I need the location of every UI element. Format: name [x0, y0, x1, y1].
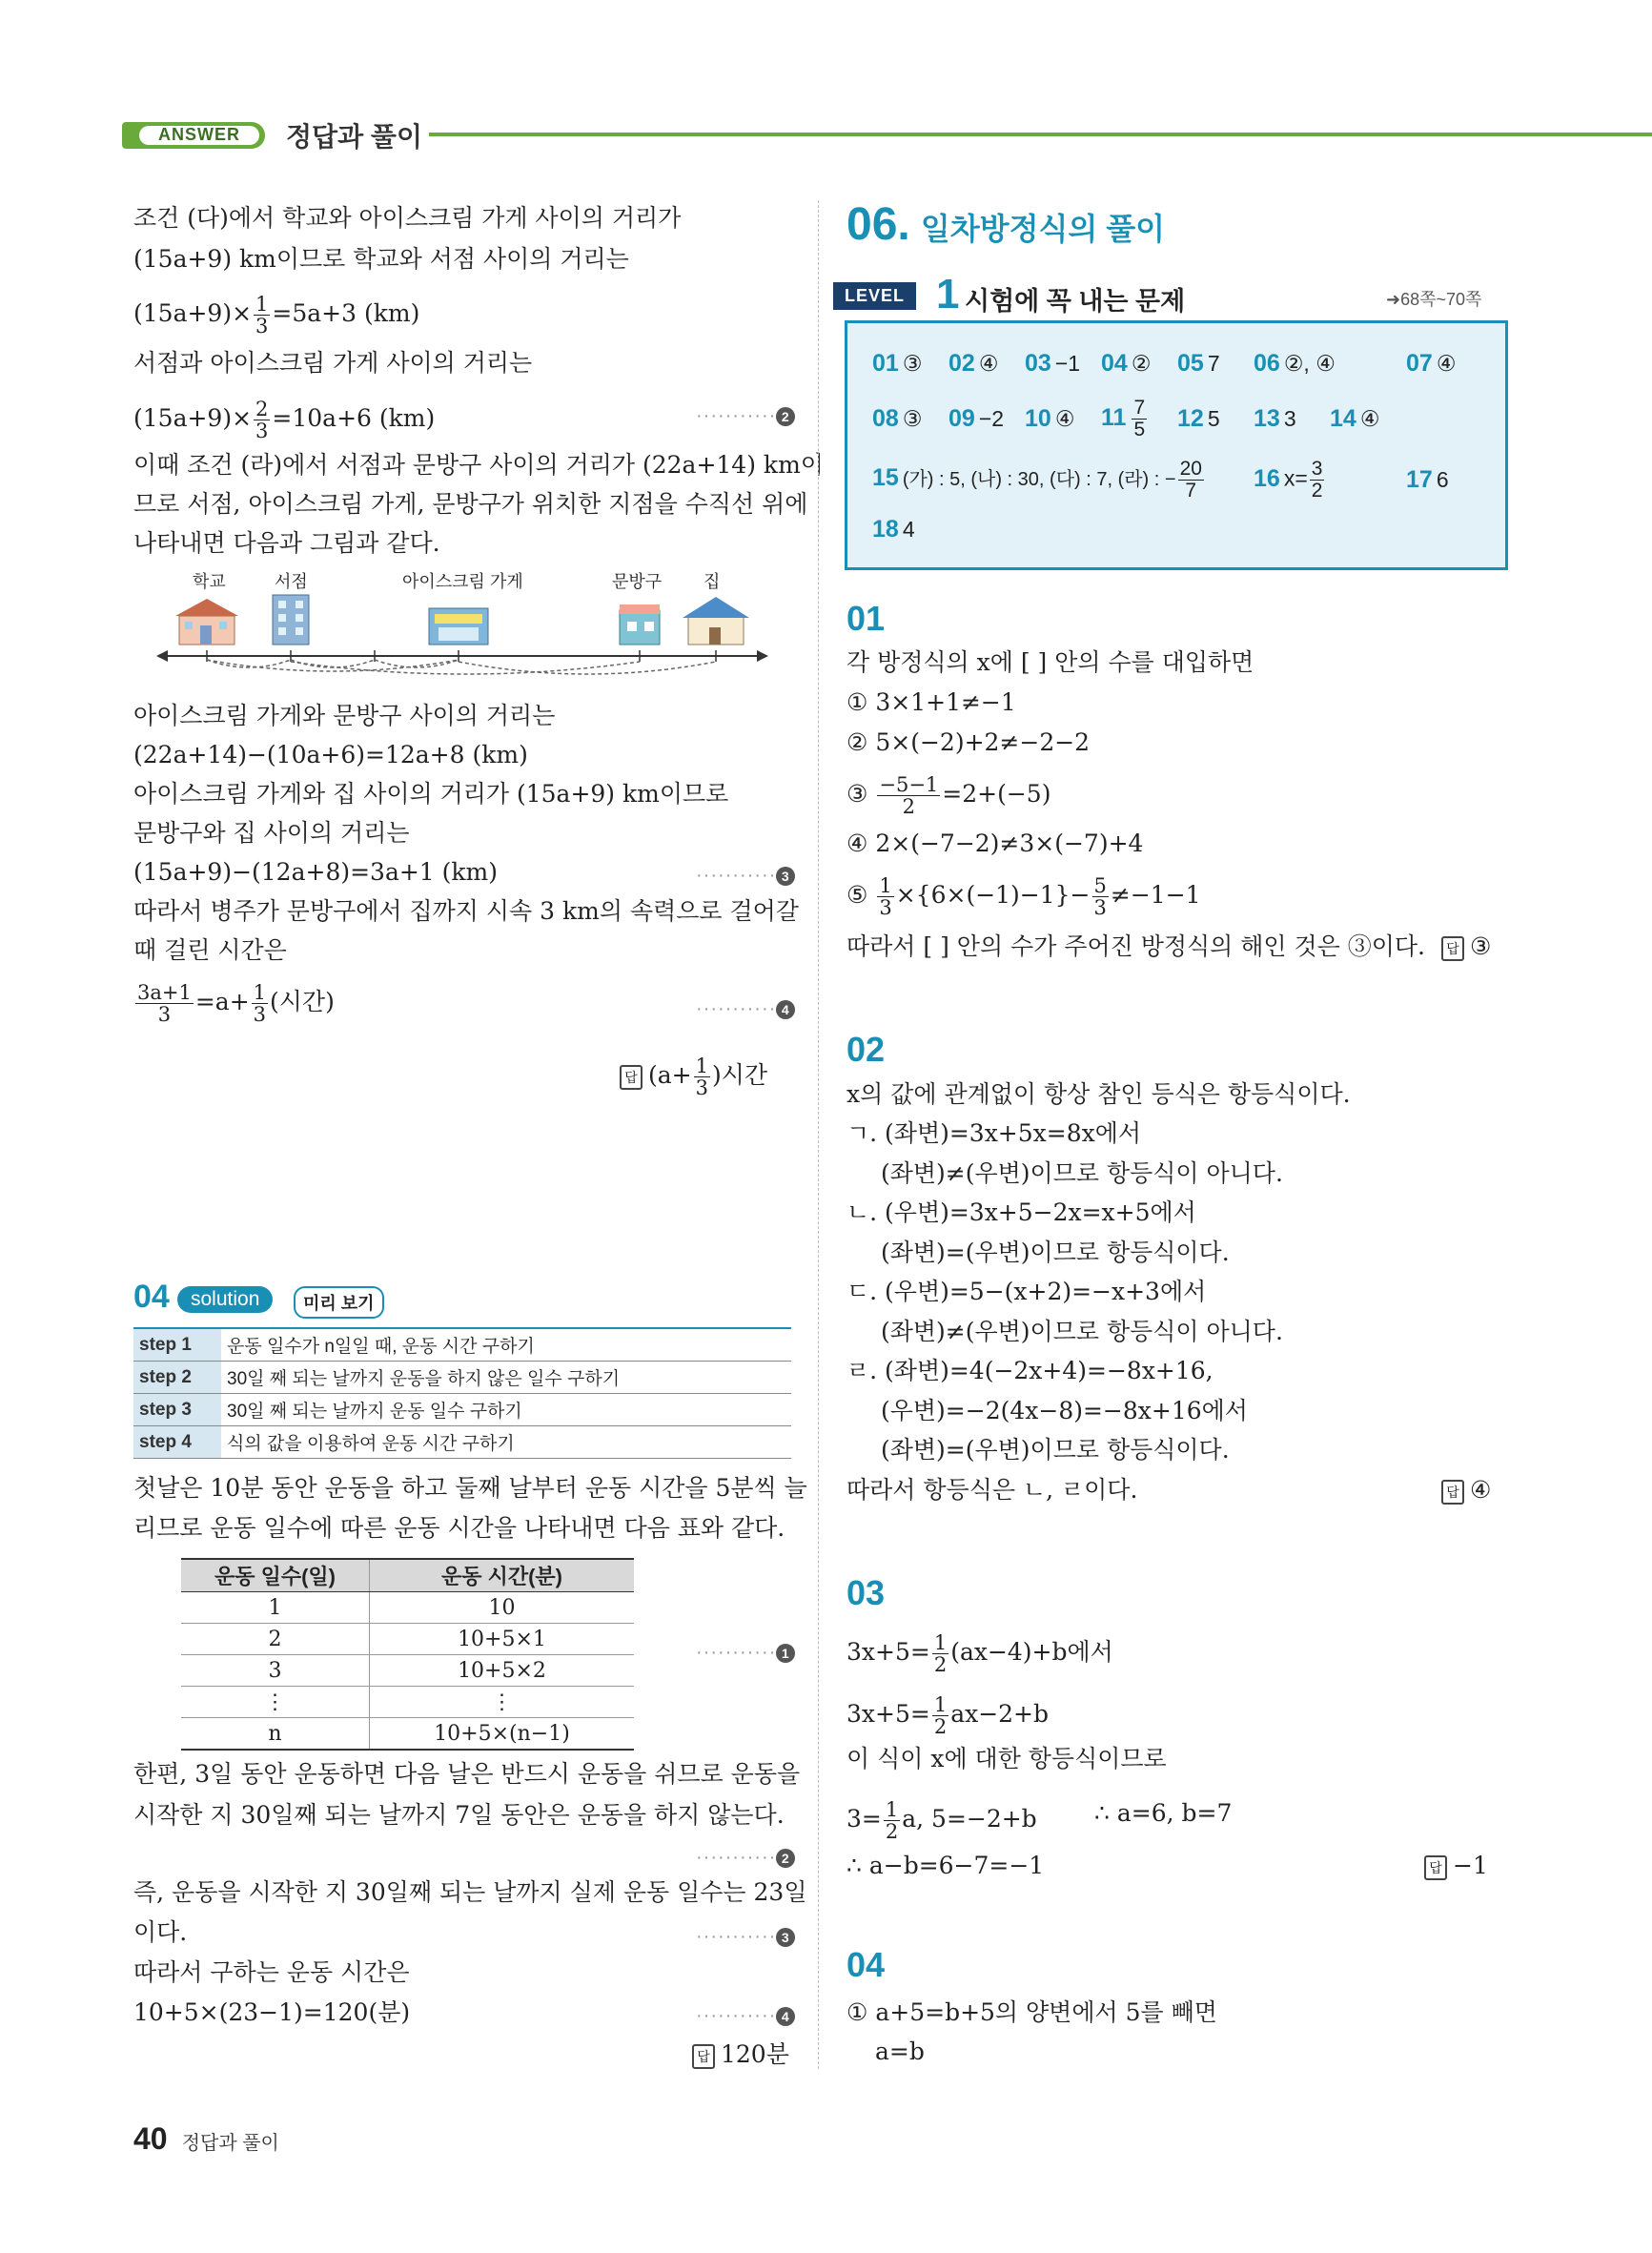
key-06: 06 ②, ④	[1254, 350, 1336, 377]
left-p4-line3: 아이스크림 가게와 집 사이의 거리가 (15a+9) km이므로	[133, 780, 729, 808]
s02-line: ㄱ. (좌변)=3x+5x=8x에서	[846, 1119, 1142, 1147]
key-18: 18 4	[872, 516, 915, 543]
step-mark: 3	[776, 1928, 795, 1947]
left-p2: 서점과 아이스크림 가게 사이의 거리는	[133, 349, 533, 377]
s02-line: (좌변)=(우변)이므로 항등식이다.	[881, 1436, 1230, 1464]
diagram-label-home: 집	[704, 572, 721, 591]
s01-answer: 답 ③	[1441, 932, 1491, 961]
level-number: 1	[936, 271, 960, 317]
s02-line: (좌변)≠(우변)이므로 항등식이 아니다.	[881, 1159, 1283, 1187]
s03-line4-right: ∴ a=6, b=7	[1094, 1799, 1233, 1827]
diagram-label-bookstore: 서점	[275, 572, 308, 591]
header-rule	[429, 133, 1652, 136]
key-07: 07 ④	[1406, 350, 1457, 377]
home-icon	[683, 597, 749, 645]
s02-line: 따라서 항등식은 ㄴ, ㄹ이다.	[846, 1476, 1138, 1504]
steps-table	[133, 1327, 791, 1459]
key-05: 05 7	[1177, 350, 1220, 377]
footer	[133, 2121, 279, 2157]
key-01: 01 ③	[872, 350, 923, 377]
step-text: 식의 값을 이용하여 운동 시간 구하기	[221, 1426, 791, 1459]
step-row	[133, 1394, 791, 1426]
answer-icon: 답	[620, 1065, 642, 1090]
s04-line1: ① a+5=b+5의 양변에서 5를 빼면	[846, 1998, 1217, 2026]
step-label: step 2	[133, 1362, 221, 1394]
table-row: 3 10+5×2	[181, 1655, 634, 1687]
answer-badge: ANSWER	[122, 122, 265, 149]
key-13: 13 3	[1254, 405, 1296, 432]
key-11: 11 $\frac{7}{5}$	[1101, 397, 1146, 440]
left-p7-line2: 이다.	[133, 1918, 188, 1946]
step-label: step 3	[133, 1394, 221, 1426]
left-p4-line2: (22a+14)−(10a+6)=12a+8 (km)	[133, 741, 528, 768]
s01-line7: 따라서 [ ] 안의 수가 주어진 방정식의 해인 것은 ③이다.	[846, 932, 1425, 960]
leader-dots: ··········· 4	[696, 998, 795, 1020]
left-p7-line1: 즉, 운동을 시작한 지 30일째 되는 날까지 실제 운동 일수는 23일	[133, 1878, 807, 1906]
left-p4-line5: (15a+9)−(12a+8)=3a+1 (km)	[133, 858, 499, 886]
level-heading	[833, 271, 1500, 317]
left-p1-line1: 조건 (다)에서 학교와 아이스크림 가게 사이의 거리가	[133, 204, 682, 232]
preview-label: 미리 보기	[294, 1286, 384, 1319]
step-text: 운동 일수가 n일일 때, 운동 시간 구하기	[221, 1329, 791, 1362]
left-eq3: $\frac{3a+1}{3}$ =a+ $\frac{1}{3}$ (시간)	[137, 981, 335, 1026]
number-line-diagram	[153, 568, 772, 688]
column-divider	[818, 200, 819, 2069]
key-09: 09 −2	[948, 405, 1005, 432]
step-label: step 1	[133, 1329, 221, 1362]
step-mark: 1	[776, 1644, 795, 1663]
table-row: ⋮ ⋮	[181, 1687, 634, 1718]
s03-answer: 답 −1	[1424, 1852, 1488, 1880]
s01-line4: ③ $\frac{-5-1}{2}$ =2+(−5)	[846, 773, 1051, 818]
school-icon	[175, 599, 238, 645]
s01-line1: 각 방정식의 x에 [ ] 안의 수를 대입하면	[846, 648, 1254, 676]
level-title: 시험에 꼭 내는 문제	[965, 287, 1186, 316]
answer-icon: 답	[692, 2044, 715, 2069]
key-15: 15 (가) : 5, (나) : 30, (다) : 7, (라) : − $\frac{20}{7}$	[872, 458, 1202, 502]
axis-arrow-left	[156, 650, 168, 662]
left-p4-line4: 문방구와 집 사이의 거리는	[133, 819, 410, 847]
header-bar	[0, 114, 1652, 156]
left-p3-line2: 므로 서점, 아이스크림 가게, 문방구가 위치한 지점을 수직선 위에	[133, 490, 808, 518]
s02-answer: 답 ④	[1441, 1476, 1491, 1505]
left-p1-line2: (15a+9) km이므로 학교와 서점 사이의 거리는	[133, 245, 629, 273]
key-10: 10 ④	[1025, 405, 1075, 432]
left-p5-line2: 리므로 운동 일수에 따른 운동 시간을 나타내면 다음 표와 같다.	[133, 1514, 785, 1542]
s03-line4: 3= $\frac{1}{2}$ a, 5=−2+b	[846, 1798, 1037, 1843]
q01-number: 01	[846, 599, 886, 638]
chapter-number: 06.	[846, 199, 910, 250]
s01-line2: ① 3×1+1≠−1	[846, 688, 1016, 716]
step-row	[133, 1362, 791, 1394]
step-row	[133, 1426, 791, 1459]
s02-line: ㄴ. (우변)=3x+5−2x=x+5에서	[846, 1198, 1196, 1226]
left-p7-line4: 10+5×(23−1)=120(분)	[133, 1998, 411, 2026]
leader-dots: ··········· 1	[696, 1642, 795, 1664]
diagram-label-stationery: 문방구	[612, 572, 663, 591]
header-title: 정답과 풀이	[286, 122, 423, 152]
footer-label: 정답과 풀이	[181, 2133, 279, 2154]
s01-line3: ② 5×(−2)+2≠−2−2	[846, 728, 1091, 756]
diagram-label-school: 학교	[193, 572, 226, 591]
left-p3-line3: 나타내면 다음과 그림과 같다.	[133, 529, 440, 557]
left-p6-line1: 한편, 3일 동안 운동하면 다음 날은 반드시 운동을 쉬므로 운동을	[133, 1760, 801, 1788]
answer-key-box	[845, 320, 1508, 570]
s02-line: ㄹ. (좌변)=4(−2x+4)=−8x+16,	[846, 1357, 1214, 1384]
s03-line1: 3x+5= $\frac{1}{2}$ (ax−4)+b에서	[846, 1631, 1113, 1676]
stationery-icon	[620, 604, 660, 645]
step-mark: 4	[776, 1000, 795, 1019]
s01-line5: ④ 2×(−7−2)≠3×(−7)+4	[846, 830, 1144, 857]
chapter-heading	[846, 198, 1165, 251]
step-mark: 2	[776, 407, 795, 426]
step-label: step 4	[133, 1426, 221, 1459]
left-p4-line1: 아이스크림 가게와 문방구 사이의 거리는	[133, 702, 556, 729]
left-p4-line6: 따라서 병주가 문방구에서 집까지 시속 3 km의 속력으로 걸어갈	[133, 897, 799, 925]
key-17: 17 6	[1406, 466, 1449, 493]
leader-dots: ··········· 2	[696, 405, 795, 427]
key-08: 08 ③	[872, 405, 923, 432]
s01-line6: ⑤ $\frac{1}{3}$ ×{6×(−1)−1}− $\frac{5}{3}$ ≠−1−1	[846, 874, 1201, 919]
page-ref: ➜68쪽~70쪽	[1386, 290, 1482, 309]
key-04: 04 ②	[1101, 350, 1152, 377]
left-eq1: (15a+9)× $\frac{1}{3}$ =5a+3 (km)	[133, 293, 420, 338]
key-16: 16 x= $\frac{3}{2}$	[1254, 458, 1323, 502]
bookstore-icon	[273, 595, 309, 645]
s04-line2: a=b	[875, 2038, 925, 2065]
step-row	[133, 1329, 791, 1362]
q02-number: 02	[846, 1030, 886, 1069]
axis-arrow-right	[757, 650, 768, 662]
s02-line: (좌변)=(우변)이므로 항등식이다.	[881, 1239, 1230, 1266]
leader-dots: ··········· 4	[696, 2005, 795, 2027]
step-text: 30일 째 되는 날까지 운동을 하지 않은 일수 구하기	[221, 1362, 791, 1394]
answer-icon: 답	[1441, 1480, 1464, 1505]
step-mark: 4	[776, 2007, 795, 2026]
key-12: 12 5	[1177, 405, 1220, 432]
step-text: 30일 째 되는 날까지 운동 일수 구하기	[221, 1394, 791, 1426]
leader-dots: ··········· 3	[696, 1926, 795, 1948]
answer-icon: 답	[1441, 936, 1464, 961]
s02-line: x의 값에 관계없이 항상 참인 등식은 항등식이다.	[846, 1080, 1351, 1108]
diagram-label-icecream: 아이스크림 가게	[402, 572, 523, 591]
table-row: 2 10+5×1	[181, 1624, 634, 1655]
q04-number: 04	[133, 1279, 170, 1315]
leader-dots: ··········· 2	[696, 1847, 795, 1869]
distance-arcs	[207, 660, 716, 674]
leader-dots: ··········· 3	[696, 865, 795, 887]
left-answer-2: 답 120분	[692, 2040, 789, 2069]
q04-solution-header	[133, 1279, 791, 1317]
left-answer-1: 답 (a+ $\frac{1}{3}$ )시간	[620, 1055, 767, 1098]
key-14: 14 ④	[1330, 405, 1380, 432]
level-badge: LEVEL	[833, 282, 916, 310]
table-header: 운동 일수(일)	[181, 1559, 370, 1592]
answer-icon: 답	[1424, 1855, 1447, 1880]
chapter-title: 일차방정식의 풀이	[920, 212, 1166, 246]
days-table	[181, 1558, 634, 1751]
left-p4-line7: 때 걸린 시간은	[133, 936, 287, 964]
left-p6-line2: 시작한 지 30일째 되는 날까지 7일 동안은 운동을 하지 않는다.	[133, 1801, 785, 1829]
left-eq2: (15a+9)× $\frac{2}{3}$ =10a+6 (km)	[133, 398, 436, 442]
left-p3-line1: 이때 조건 (라)에서 서점과 문방구 사이의 거리가 (22a+14) km이	[133, 451, 824, 479]
step-mark: 2	[776, 1849, 795, 1868]
key-02: 02 ④	[948, 350, 999, 377]
table-row: n 10+5×(n−1)	[181, 1718, 634, 1751]
step-mark: 3	[776, 867, 795, 886]
q04-number: 04	[846, 1945, 886, 1984]
table-header: 운동 시간(분)	[370, 1559, 635, 1592]
left-p7-line3: 따라서 구하는 운동 시간은	[133, 1958, 410, 1986]
s02-line: ㄷ. (우변)=5−(x+2)=−x+3에서	[846, 1278, 1207, 1305]
page-number: 40	[133, 2121, 168, 2156]
left-p5-line1: 첫날은 10분 동안 운동을 하고 둘째 날부터 운동 시간을 5분씩 늘	[133, 1474, 807, 1502]
table-row: 1 10	[181, 1592, 634, 1624]
key-03: 03 −1	[1025, 350, 1081, 377]
q03-number: 03	[846, 1573, 886, 1612]
s02-line: (우변)=−2(4x−8)=−8x+16에서	[881, 1397, 1248, 1424]
s02-line: (좌변)≠(우변)이므로 항등식이 아니다.	[881, 1318, 1283, 1345]
icecream-shop-icon	[429, 608, 488, 645]
s03-line3: 이 식이 x에 대한 항등식이므로	[846, 1745, 1167, 1772]
s03-line5: ∴ a−b=6−7=−1	[846, 1852, 1045, 1879]
s03-line2: 3x+5= $\frac{1}{2}$ ax−2+b	[846, 1693, 1049, 1738]
solution-pill: solution	[177, 1286, 273, 1313]
